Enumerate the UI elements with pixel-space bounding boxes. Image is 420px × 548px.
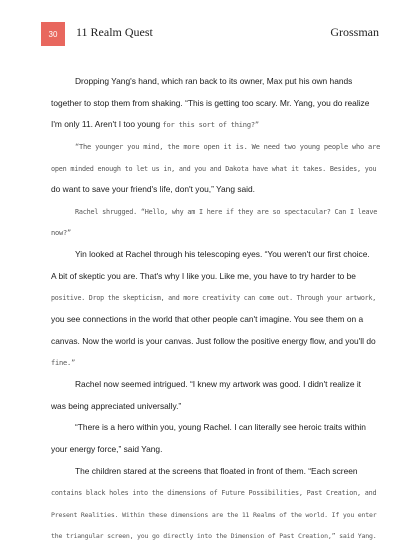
text-run: for this sort of thing?” xyxy=(162,121,259,130)
text-line xyxy=(51,396,381,418)
text-line xyxy=(51,179,381,201)
text-run: Dropping Yang's hand, which ran back to its owner, Max put his own hands xyxy=(75,76,353,86)
text-run: fine.” xyxy=(51,359,76,368)
text-run: the triangular screen, you go directly into the Dimension of Past Creation,” said Yang. xyxy=(51,532,377,541)
text-line xyxy=(51,287,381,309)
text-line xyxy=(51,158,381,180)
text-line xyxy=(51,222,381,244)
text-line xyxy=(51,93,381,115)
text-line xyxy=(51,417,381,439)
text-run: positive. Drop the skepticism, and more creativity can come out. Through your artwork, xyxy=(51,294,377,303)
text-line xyxy=(51,482,381,504)
text-run: “There is a hero within you, young Rachel. I can literally see heroic traits within xyxy=(75,422,366,433)
text-line xyxy=(51,374,381,396)
text-line xyxy=(51,504,381,526)
text-line xyxy=(51,71,381,93)
text-run: open minded enough to let us in, and you and Dakota have what it takes. Besides, you xyxy=(51,164,377,173)
page-number-badge: 30 xyxy=(41,22,65,46)
text-run: together to stop them from shaking. “This is getting too scary. Mr. Yang, you do realize xyxy=(51,97,370,108)
text-run: Rachel now seemed intrigued. “I knew my artwork was good. I didn't realize it xyxy=(75,378,362,389)
text-run: canvas. Now the world is your canvas. Just follow the positive energy flow, and you'll do xyxy=(51,335,376,346)
book-title: 11 Realm Quest xyxy=(76,25,153,39)
author-name: Grossman xyxy=(330,25,379,39)
text-run: A bit of skeptic you are. That's why I like you. Like me, you have to try harder to be xyxy=(51,270,356,281)
text-line xyxy=(51,201,381,223)
text-line xyxy=(51,461,381,483)
text-run: was being appreciated universally.” xyxy=(51,400,182,411)
text-run: now?” xyxy=(51,229,72,238)
text-run: your energy force,” said Yang. xyxy=(51,443,163,454)
text-run: Rachel shrugged. “Hello, why am I here if they are so spectacular? Can I leave xyxy=(75,207,378,216)
text-run: Yin looked at Rachel through his telescoping eyes. “You weren't our first choice. xyxy=(75,249,370,260)
text-run: The children stared at the screens that floated in front of them. “Each screen xyxy=(75,465,358,476)
text-run: contains black holes into the dimensions of Future Possibilities, Past Creation, and xyxy=(51,489,377,498)
text-line xyxy=(51,244,381,266)
text-line xyxy=(51,114,381,136)
text-run: Present Realities. Within these dimensions are the 11 Realms of the world. If you enter xyxy=(51,510,377,519)
text-run: “The younger you mind, the more open it is. We need two young people who are xyxy=(75,142,381,151)
text-line xyxy=(51,136,381,158)
page-header xyxy=(41,22,379,46)
text-line xyxy=(51,331,381,353)
text-line xyxy=(51,439,381,461)
text-run: do want to save your friend's life, don't you,” Yang said. xyxy=(51,184,256,195)
text-line xyxy=(51,266,381,288)
text-line xyxy=(51,352,381,374)
text-run: you see connections in the world that other people can't imagine. You see them on a xyxy=(51,314,364,325)
text-line xyxy=(51,309,381,331)
text-run: I'm only 11. Aren't I too young xyxy=(51,119,163,130)
body-text xyxy=(51,71,381,547)
